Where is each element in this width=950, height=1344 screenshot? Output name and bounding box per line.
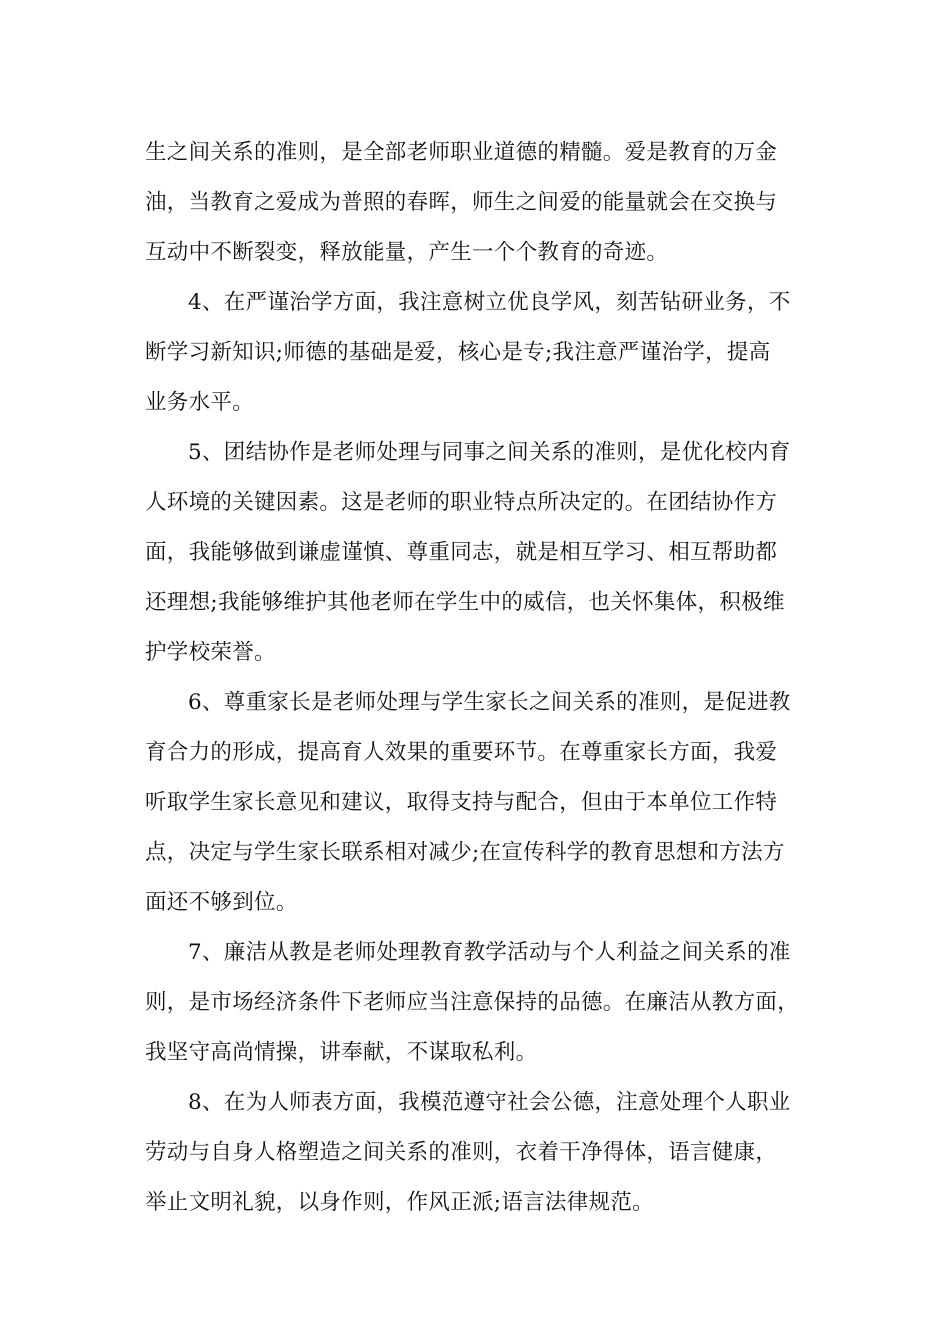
text-line: 举止文明礼貌，以身作则，作风正派;语言法律规范。 [145,1190,654,1215]
text-line: 业务水平。 [145,390,255,415]
text-line: 生之间关系的准则，是全部老师职业道德的精髓。爱是教育的万金 [145,140,778,165]
text-line: 互动中不断裂变，释放能量，产生一个个教育的奇迹。 [145,240,669,265]
paragraph-4-line: 4、在严谨治学方面，我注意树立优良学风，刻苦钻研业务，不 [188,290,791,315]
paragraph-6-line: 6、尊重家长是老师处理与学生家长之间关系的准则，是促进教 [188,690,791,715]
text-line: 则，是市场经济条件下老师应当注意保持的品德。在廉洁从教方面， [145,990,800,1015]
text-line: 断学习新知识;师德的基础是爱，核心是专;我注意严谨治学，提高 [145,340,771,365]
text-line: 护学校荣誉。 [145,640,276,665]
text-line: 还理想;我能够维护其他老师在学生中的威信，也关怀集体，积极维 [145,590,785,615]
paragraph-5-line: 5、团结协作是老师处理与同事之间关系的准则，是优化校内育 [188,440,791,465]
text-line: 面还不够到位。 [145,890,298,915]
paragraph-7-line: 7、廉洁从教是老师处理教育教学活动与个人利益之间关系的准 [188,940,791,965]
text-line: 油，当教育之爱成为普照的春晖，师生之间爱的能量就会在交换与 [145,190,778,215]
text-line: 育合力的形成，提高育人效果的重要环节。在尊重家长方面，我爱 [145,740,778,765]
paragraph-8-line: 8、在为人师表方面，我模范遵守社会公德，注意处理个人职业 [188,1090,791,1115]
text-line: 人环境的关键因素。这是老师的职业特点所决定的。在团结协作方 [145,490,778,515]
text-line: 劳动与自身人格塑造之间关系的准则，衣着干净得体，语言健康， [145,1140,778,1165]
text-line: 面，我能够做到谦虚谨慎、尊重同志，就是相互学习、相互帮助都 [145,540,778,565]
text-line: 点，决定与学生家长联系相对减少;在宣传科学的教育思想和方法方 [145,840,785,865]
text-line: 听取学生家长意见和建议，取得支持与配合，但由于本单位工作特 [145,790,778,815]
text-line: 我坚守高尚情操，讲奉献，不谋取私利。 [145,1040,538,1065]
